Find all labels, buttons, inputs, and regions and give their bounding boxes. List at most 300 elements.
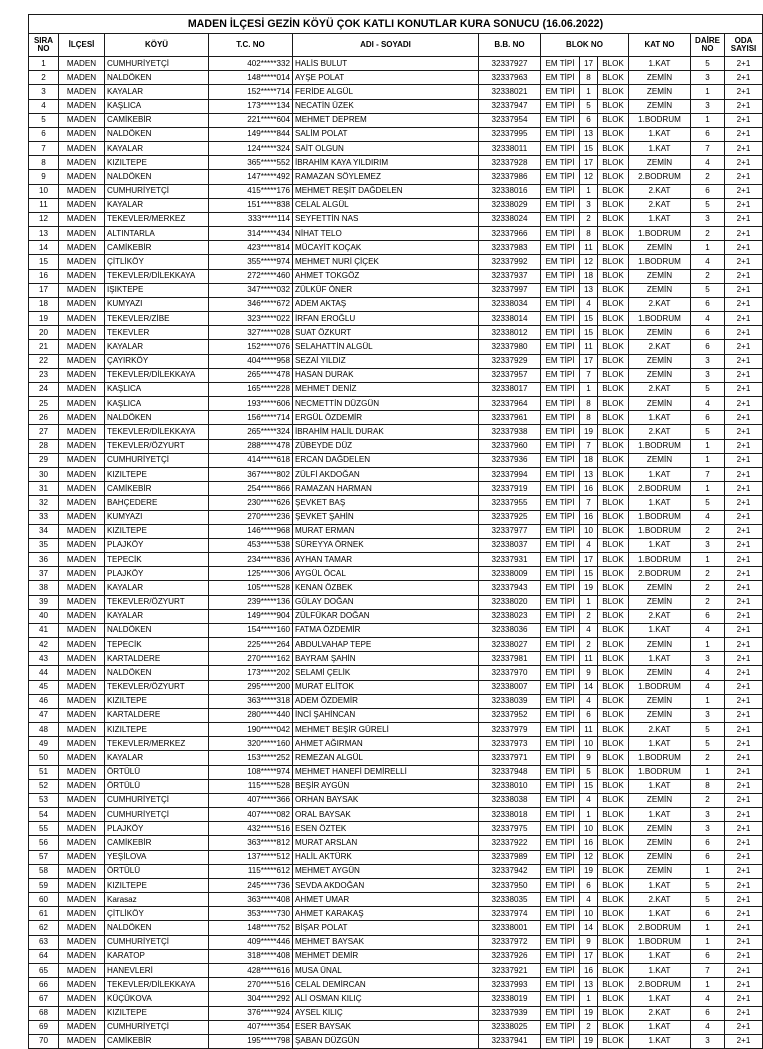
cell-blok-tip: EM TİPİ bbox=[541, 170, 580, 184]
cell-sira-no: 27 bbox=[29, 425, 59, 439]
cell-blok-word: BLOK bbox=[598, 326, 629, 340]
cell-adi-soyadi: AHMET KARAKAŞ bbox=[293, 907, 479, 921]
cell-adi-soyadi: MEHMET BAYSAK bbox=[293, 935, 479, 949]
cell-tc-no: 353*****730 bbox=[209, 907, 293, 921]
table-row bbox=[29, 439, 763, 453]
cell-sira-no: 62 bbox=[29, 921, 59, 935]
cell-blok-tip: EM TİPİ bbox=[541, 467, 580, 481]
column-header-daire-no bbox=[691, 34, 725, 57]
cell-oda-sayisi: 2+1 bbox=[725, 297, 763, 311]
table-row bbox=[29, 241, 763, 255]
cell-kat-no: 1.BODRUM bbox=[629, 935, 691, 949]
cell-blok-tip: EM TİPİ bbox=[541, 850, 580, 864]
cell-kat-no: 1.KAT bbox=[629, 737, 691, 751]
cell-sira-no: 8 bbox=[29, 156, 59, 170]
cell-adi-soyadi: İNCİ ŞAHİNCAN bbox=[293, 708, 479, 722]
cell-koyu: KAYALAR bbox=[105, 581, 209, 595]
cell-ilcesi: MADEN bbox=[59, 1034, 105, 1048]
cell-blok-num: 17 bbox=[580, 57, 598, 71]
table-row bbox=[29, 878, 763, 892]
table-row bbox=[29, 921, 763, 935]
cell-adi-soyadi: SEZAİ YILDIZ bbox=[293, 354, 479, 368]
cell-kat-no: 1.KAT bbox=[629, 623, 691, 637]
table-row bbox=[29, 227, 763, 241]
cell-kat-no: ZEMİN bbox=[629, 99, 691, 113]
cell-tc-no: 153*****252 bbox=[209, 751, 293, 765]
cell-tc-no: 404*****958 bbox=[209, 354, 293, 368]
cell-kat-no: 1.KAT bbox=[629, 878, 691, 892]
cell-oda-sayisi: 2+1 bbox=[725, 439, 763, 453]
cell-blok-word: BLOK bbox=[598, 453, 629, 467]
cell-bb-no: 32338014 bbox=[479, 312, 541, 326]
cell-oda-sayisi: 2+1 bbox=[725, 241, 763, 255]
table-row bbox=[29, 496, 763, 510]
cell-adi-soyadi: İRFAN EROĞLU bbox=[293, 312, 479, 326]
cell-tc-no: 280*****440 bbox=[209, 708, 293, 722]
cell-daire-no: 6 bbox=[691, 836, 725, 850]
cell-blok-word: BLOK bbox=[598, 71, 629, 85]
cell-tc-no: 428*****616 bbox=[209, 964, 293, 978]
cell-tc-no: 376*****924 bbox=[209, 1006, 293, 1020]
table-row bbox=[29, 312, 763, 326]
cell-bb-no: 32338027 bbox=[479, 638, 541, 652]
cell-tc-no: 225*****264 bbox=[209, 638, 293, 652]
cell-sira-no: 42 bbox=[29, 638, 59, 652]
cell-oda-sayisi: 2+1 bbox=[725, 156, 763, 170]
cell-kat-no: ZEMİN bbox=[629, 368, 691, 382]
cell-sira-no: 63 bbox=[29, 935, 59, 949]
cell-blok-word: BLOK bbox=[598, 170, 629, 184]
cell-oda-sayisi: 2+1 bbox=[725, 85, 763, 99]
cell-bb-no: 32337941 bbox=[479, 1034, 541, 1048]
cell-bb-no: 32337929 bbox=[479, 354, 541, 368]
cell-blok-word: BLOK bbox=[598, 57, 629, 71]
cell-ilcesi: MADEN bbox=[59, 893, 105, 907]
cell-oda-sayisi: 2+1 bbox=[725, 184, 763, 198]
cell-kat-no: 1.KAT bbox=[629, 907, 691, 921]
table-row bbox=[29, 142, 763, 156]
cell-blok-word: BLOK bbox=[598, 553, 629, 567]
cell-oda-sayisi: 2+1 bbox=[725, 964, 763, 978]
table-row bbox=[29, 354, 763, 368]
cell-sira-no: 41 bbox=[29, 623, 59, 637]
cell-koyu: KARTALDERE bbox=[105, 708, 209, 722]
cell-blok-num: 18 bbox=[580, 453, 598, 467]
cell-adi-soyadi: GÜLAY DOĞAN bbox=[293, 595, 479, 609]
cell-bb-no: 32337937 bbox=[479, 269, 541, 283]
cell-blok-tip: EM TİPİ bbox=[541, 751, 580, 765]
cell-blok-word: BLOK bbox=[598, 864, 629, 878]
cell-blok-num: 17 bbox=[580, 354, 598, 368]
cell-oda-sayisi: 2+1 bbox=[725, 850, 763, 864]
cell-blok-tip: EM TİPİ bbox=[541, 808, 580, 822]
cell-kat-no: 1.KAT bbox=[629, 212, 691, 226]
cell-oda-sayisi: 2+1 bbox=[725, 127, 763, 141]
cell-tc-no: 320*****160 bbox=[209, 737, 293, 751]
cell-daire-no: 1 bbox=[691, 113, 725, 127]
cell-koyu: TEKEVLER/DİLEKKAYA bbox=[105, 368, 209, 382]
cell-adi-soyadi: HASAN DURAK bbox=[293, 368, 479, 382]
cell-bb-no: 32338037 bbox=[479, 538, 541, 552]
cell-ilcesi: MADEN bbox=[59, 680, 105, 694]
cell-blok-tip: EM TİPİ bbox=[541, 978, 580, 992]
cell-blok-num: 8 bbox=[580, 411, 598, 425]
cell-sira-no: 53 bbox=[29, 793, 59, 807]
cell-sira-no: 51 bbox=[29, 765, 59, 779]
cell-bb-no: 32337942 bbox=[479, 864, 541, 878]
cell-blok-word: BLOK bbox=[598, 822, 629, 836]
cell-kat-no: 1.KAT bbox=[629, 779, 691, 793]
cell-blok-word: BLOK bbox=[598, 694, 629, 708]
cell-ilcesi: MADEN bbox=[59, 297, 105, 311]
cell-sira-no: 7 bbox=[29, 142, 59, 156]
cell-blok-tip: EM TİPİ bbox=[541, 638, 580, 652]
cell-adi-soyadi: SÜREYYA ÖRNEK bbox=[293, 538, 479, 552]
cell-blok-tip: EM TİPİ bbox=[541, 992, 580, 1006]
table-row bbox=[29, 1006, 763, 1020]
cell-sira-no: 43 bbox=[29, 652, 59, 666]
cell-blok-tip: EM TİPİ bbox=[541, 482, 580, 496]
cell-kat-no: ZEMİN bbox=[629, 269, 691, 283]
cell-adi-soyadi: MEHMET DENİZ bbox=[293, 382, 479, 396]
cell-ilcesi: MADEN bbox=[59, 482, 105, 496]
cell-koyu: HANEVLERİ bbox=[105, 964, 209, 978]
cell-daire-no: 3 bbox=[691, 822, 725, 836]
cell-koyu: KAŞLICA bbox=[105, 99, 209, 113]
cell-oda-sayisi: 2+1 bbox=[725, 354, 763, 368]
cell-tc-no: 173*****202 bbox=[209, 666, 293, 680]
cell-sira-no: 54 bbox=[29, 808, 59, 822]
cell-adi-soyadi: ŞABAN DÜZGÜN bbox=[293, 1034, 479, 1048]
cell-daire-no: 4 bbox=[691, 1020, 725, 1034]
cell-kat-no: ZEMİN bbox=[629, 793, 691, 807]
cell-adi-soyadi: MEHMET HANEFİ DEMİRELLİ bbox=[293, 765, 479, 779]
table-row bbox=[29, 57, 763, 71]
cell-koyu: TEKEVLER/ZİBE bbox=[105, 312, 209, 326]
cell-blok-num: 17 bbox=[580, 156, 598, 170]
cell-sira-no: 24 bbox=[29, 382, 59, 396]
cell-kat-no: 1.KAT bbox=[629, 1034, 691, 1048]
cell-daire-no: 1 bbox=[691, 921, 725, 935]
cell-sira-no: 33 bbox=[29, 510, 59, 524]
cell-blok-tip: EM TİPİ bbox=[541, 864, 580, 878]
cell-koyu: KUMYAZI bbox=[105, 297, 209, 311]
cell-blok-word: BLOK bbox=[598, 397, 629, 411]
cell-ilcesi: MADEN bbox=[59, 340, 105, 354]
cell-ilcesi: MADEN bbox=[59, 935, 105, 949]
cell-koyu: Karasaz bbox=[105, 893, 209, 907]
cell-daire-no: 1 bbox=[691, 241, 725, 255]
cell-bb-no: 32338018 bbox=[479, 808, 541, 822]
cell-tc-no: 265*****324 bbox=[209, 425, 293, 439]
cell-oda-sayisi: 2+1 bbox=[725, 623, 763, 637]
cell-oda-sayisi: 2+1 bbox=[725, 893, 763, 907]
cell-tc-no: 173*****134 bbox=[209, 99, 293, 113]
cell-koyu: KAYALAR bbox=[105, 340, 209, 354]
cell-daire-no: 6 bbox=[691, 340, 725, 354]
cell-tc-no: 156*****714 bbox=[209, 411, 293, 425]
cell-oda-sayisi: 2+1 bbox=[725, 935, 763, 949]
cell-blok-tip: EM TİPİ bbox=[541, 312, 580, 326]
cell-koyu: ÖRTÜLÜ bbox=[105, 765, 209, 779]
cell-koyu: KAYALAR bbox=[105, 142, 209, 156]
cell-kat-no: 1.KAT bbox=[629, 964, 691, 978]
cell-adi-soyadi: MURAT ARSLAN bbox=[293, 836, 479, 850]
cell-bb-no: 32338036 bbox=[479, 623, 541, 637]
cell-blok-num: 12 bbox=[580, 255, 598, 269]
cell-daire-no: 4 bbox=[691, 510, 725, 524]
cell-ilcesi: MADEN bbox=[59, 425, 105, 439]
cell-blok-word: BLOK bbox=[598, 723, 629, 737]
cell-daire-no: 1 bbox=[691, 765, 725, 779]
cell-blok-word: BLOK bbox=[598, 992, 629, 1006]
cell-sira-no: 20 bbox=[29, 326, 59, 340]
cell-bb-no: 32337995 bbox=[479, 127, 541, 141]
cell-kat-no: ZEMİN bbox=[629, 822, 691, 836]
cell-blok-tip: EM TİPİ bbox=[541, 623, 580, 637]
cell-bb-no: 32337986 bbox=[479, 170, 541, 184]
cell-blok-word: BLOK bbox=[598, 99, 629, 113]
cell-kat-no: 2.KAT bbox=[629, 893, 691, 907]
cell-tc-no: 193*****606 bbox=[209, 397, 293, 411]
cell-koyu: KAŞLICA bbox=[105, 382, 209, 396]
cell-kat-no: ZEMİN bbox=[629, 354, 691, 368]
cell-sira-no: 11 bbox=[29, 198, 59, 212]
cell-blok-tip: EM TİPİ bbox=[541, 397, 580, 411]
cell-daire-no: 1 bbox=[691, 453, 725, 467]
cell-oda-sayisi: 2+1 bbox=[725, 907, 763, 921]
cell-sira-no: 15 bbox=[29, 255, 59, 269]
cell-blok-tip: EM TİPİ bbox=[541, 241, 580, 255]
cell-ilcesi: MADEN bbox=[59, 113, 105, 127]
cell-ilcesi: MADEN bbox=[59, 453, 105, 467]
cell-bb-no: 32338024 bbox=[479, 212, 541, 226]
cell-ilcesi: MADEN bbox=[59, 1006, 105, 1020]
cell-blok-word: BLOK bbox=[598, 1006, 629, 1020]
cell-daire-no: 3 bbox=[691, 212, 725, 226]
cell-oda-sayisi: 2+1 bbox=[725, 467, 763, 481]
cell-ilcesi: MADEN bbox=[59, 949, 105, 963]
cell-adi-soyadi: ŞEVKET BAŞ bbox=[293, 496, 479, 510]
cell-bb-no: 32337950 bbox=[479, 878, 541, 892]
cell-ilcesi: MADEN bbox=[59, 212, 105, 226]
cell-tc-no: 105*****528 bbox=[209, 581, 293, 595]
cell-blok-word: BLOK bbox=[598, 751, 629, 765]
cell-tc-no: 415*****176 bbox=[209, 184, 293, 198]
cell-tc-no: 314*****434 bbox=[209, 227, 293, 241]
cell-kat-no: 1.KAT bbox=[629, 496, 691, 510]
cell-koyu: CUMHURİYETÇİ bbox=[105, 57, 209, 71]
cell-blok-tip: EM TİPİ bbox=[541, 567, 580, 581]
cell-ilcesi: MADEN bbox=[59, 921, 105, 935]
cell-oda-sayisi: 2+1 bbox=[725, 411, 763, 425]
cell-bb-no: 32337983 bbox=[479, 241, 541, 255]
cell-blok-num: 1 bbox=[580, 382, 598, 396]
cell-daire-no: 4 bbox=[691, 623, 725, 637]
cell-tc-no: 265*****478 bbox=[209, 368, 293, 382]
cell-bb-no: 32338034 bbox=[479, 297, 541, 311]
cell-tc-no: 272*****460 bbox=[209, 269, 293, 283]
table-row bbox=[29, 765, 763, 779]
cell-tc-no: 165*****228 bbox=[209, 382, 293, 396]
cell-oda-sayisi: 2+1 bbox=[725, 581, 763, 595]
cell-blok-word: BLOK bbox=[598, 127, 629, 141]
cell-kat-no: 1.KAT bbox=[629, 1020, 691, 1034]
cell-ilcesi: MADEN bbox=[59, 666, 105, 680]
page-title: MADEN İLÇESİ GEZİN KÖYÜ ÇOK KATLI KONUTLAR KURA SONUCU (16.06.2022) bbox=[29, 15, 763, 34]
cell-bb-no: 32337954 bbox=[479, 113, 541, 127]
cell-daire-no: 5 bbox=[691, 57, 725, 71]
cell-blok-word: BLOK bbox=[598, 708, 629, 722]
cell-adi-soyadi: ZÜLKÜF ÖNER bbox=[293, 283, 479, 297]
cell-adi-soyadi: ABDULVAHAP TEPE bbox=[293, 638, 479, 652]
cell-koyu: KAYALAR bbox=[105, 751, 209, 765]
cell-adi-soyadi: NİHAT TELO bbox=[293, 227, 479, 241]
cell-tc-no: 230*****626 bbox=[209, 496, 293, 510]
cell-koyu: KIZILTEPE bbox=[105, 524, 209, 538]
cell-koyu: TEKEVLER/ÖZYURT bbox=[105, 595, 209, 609]
cell-koyu: KAŞLICA bbox=[105, 397, 209, 411]
cell-blok-word: BLOK bbox=[598, 836, 629, 850]
cell-oda-sayisi: 2+1 bbox=[725, 524, 763, 538]
cell-sira-no: 56 bbox=[29, 836, 59, 850]
cell-koyu: NALDÖKEN bbox=[105, 666, 209, 680]
cell-blok-tip: EM TİPİ bbox=[541, 255, 580, 269]
cell-blok-word: BLOK bbox=[598, 496, 629, 510]
cell-oda-sayisi: 2+1 bbox=[725, 808, 763, 822]
cell-blok-word: BLOK bbox=[598, 368, 629, 382]
cell-oda-sayisi: 2+1 bbox=[725, 57, 763, 71]
cell-sira-no: 23 bbox=[29, 368, 59, 382]
cell-oda-sayisi: 2+1 bbox=[725, 142, 763, 156]
cell-kat-no: 1.KAT bbox=[629, 652, 691, 666]
cell-koyu: KIZILTEPE bbox=[105, 878, 209, 892]
cell-koyu: KIZILTEPE bbox=[105, 467, 209, 481]
cell-sira-no: 32 bbox=[29, 496, 59, 510]
cell-tc-no: 270*****162 bbox=[209, 652, 293, 666]
cell-koyu: KARATOP bbox=[105, 949, 209, 963]
cell-blok-num: 14 bbox=[580, 921, 598, 935]
cell-koyu: TEKEVLER/MERKEZ bbox=[105, 737, 209, 751]
cell-blok-num: 9 bbox=[580, 751, 598, 765]
sira-no-line1: SIRA bbox=[33, 35, 54, 45]
cell-koyu: CUMHURİYETÇİ bbox=[105, 184, 209, 198]
cell-ilcesi: MADEN bbox=[59, 595, 105, 609]
cell-blok-tip: EM TİPİ bbox=[541, 609, 580, 623]
cell-adi-soyadi: MEHMET DEMİR bbox=[293, 949, 479, 963]
cell-ilcesi: MADEN bbox=[59, 609, 105, 623]
cell-kat-no: ZEMİN bbox=[629, 694, 691, 708]
cell-koyu: TEKEVLER/ÖZYURT bbox=[105, 680, 209, 694]
cell-bb-no: 32337980 bbox=[479, 340, 541, 354]
cell-kat-no: 1.BODRUM bbox=[629, 680, 691, 694]
cell-oda-sayisi: 2+1 bbox=[725, 609, 763, 623]
cell-tc-no: 347*****032 bbox=[209, 283, 293, 297]
cell-sira-no: 30 bbox=[29, 467, 59, 481]
table-row bbox=[29, 1034, 763, 1048]
cell-kat-no: 1.KAT bbox=[629, 57, 691, 71]
cell-daire-no: 2 bbox=[691, 595, 725, 609]
cell-oda-sayisi: 2+1 bbox=[725, 255, 763, 269]
table-row bbox=[29, 893, 763, 907]
cell-sira-no: 48 bbox=[29, 723, 59, 737]
cell-sira-no: 10 bbox=[29, 184, 59, 198]
cell-tc-no: 367*****802 bbox=[209, 467, 293, 481]
cell-bb-no: 32337939 bbox=[479, 1006, 541, 1020]
cell-ilcesi: MADEN bbox=[59, 737, 105, 751]
cell-tc-no: 453*****538 bbox=[209, 538, 293, 552]
cell-blok-word: BLOK bbox=[598, 567, 629, 581]
cell-blok-num: 10 bbox=[580, 822, 598, 836]
cell-blok-num: 17 bbox=[580, 949, 598, 963]
cell-daire-no: 5 bbox=[691, 283, 725, 297]
cell-bb-no: 32337931 bbox=[479, 553, 541, 567]
cell-oda-sayisi: 2+1 bbox=[725, 538, 763, 552]
cell-oda-sayisi: 2+1 bbox=[725, 708, 763, 722]
cell-ilcesi: MADEN bbox=[59, 496, 105, 510]
cell-adi-soyadi: AHMET UMAR bbox=[293, 893, 479, 907]
cell-bb-no: 32337964 bbox=[479, 397, 541, 411]
cell-blok-tip: EM TİPİ bbox=[541, 1034, 580, 1048]
cell-blok-num: 16 bbox=[580, 510, 598, 524]
cell-koyu: ÇİTLİKÖY bbox=[105, 255, 209, 269]
cell-daire-no: 4 bbox=[691, 156, 725, 170]
cell-blok-tip: EM TİPİ bbox=[541, 581, 580, 595]
cell-tc-no: 407*****082 bbox=[209, 808, 293, 822]
cell-blok-num: 16 bbox=[580, 482, 598, 496]
cell-blok-num: 4 bbox=[580, 297, 598, 311]
cell-kat-no: 2.KAT bbox=[629, 382, 691, 396]
table-row bbox=[29, 992, 763, 1006]
cell-blok-tip: EM TİPİ bbox=[541, 99, 580, 113]
cell-bb-no: 32338010 bbox=[479, 779, 541, 793]
table-row bbox=[29, 71, 763, 85]
cell-adi-soyadi: MUSA ÜNAL bbox=[293, 964, 479, 978]
cell-adi-soyadi: MEHMET REŞİT DAĞDELEN bbox=[293, 184, 479, 198]
cell-adi-soyadi: MURAT ELİTOK bbox=[293, 680, 479, 694]
table-row bbox=[29, 581, 763, 595]
cell-blok-num: 7 bbox=[580, 439, 598, 453]
cell-ilcesi: MADEN bbox=[59, 836, 105, 850]
cell-bb-no: 32338025 bbox=[479, 1020, 541, 1034]
table-row bbox=[29, 949, 763, 963]
cell-tc-no: 414*****618 bbox=[209, 453, 293, 467]
cell-tc-no: 124*****324 bbox=[209, 142, 293, 156]
cell-bb-no: 32337957 bbox=[479, 368, 541, 382]
cell-oda-sayisi: 2+1 bbox=[725, 71, 763, 85]
cell-blok-num: 15 bbox=[580, 779, 598, 793]
cell-ilcesi: MADEN bbox=[59, 326, 105, 340]
cell-blok-num: 10 bbox=[580, 737, 598, 751]
cell-sira-no: 47 bbox=[29, 708, 59, 722]
cell-sira-no: 39 bbox=[29, 595, 59, 609]
cell-koyu: TEPECİK bbox=[105, 638, 209, 652]
cell-blok-word: BLOK bbox=[598, 893, 629, 907]
cell-koyu: CUMHURİYETÇİ bbox=[105, 793, 209, 807]
cell-blok-tip: EM TİPİ bbox=[541, 666, 580, 680]
table-row bbox=[29, 156, 763, 170]
cell-kat-no: 1.BODRUM bbox=[629, 113, 691, 127]
cell-sira-no: 45 bbox=[29, 680, 59, 694]
cell-koyu: NALDÖKEN bbox=[105, 921, 209, 935]
cell-kat-no: 2.KAT bbox=[629, 1006, 691, 1020]
cell-blok-word: BLOK bbox=[598, 949, 629, 963]
cell-adi-soyadi: CELAL DEMİRCAN bbox=[293, 978, 479, 992]
cell-oda-sayisi: 2+1 bbox=[725, 368, 763, 382]
cell-daire-no: 2 bbox=[691, 793, 725, 807]
cell-ilcesi: MADEN bbox=[59, 567, 105, 581]
table-title-row bbox=[29, 15, 763, 34]
